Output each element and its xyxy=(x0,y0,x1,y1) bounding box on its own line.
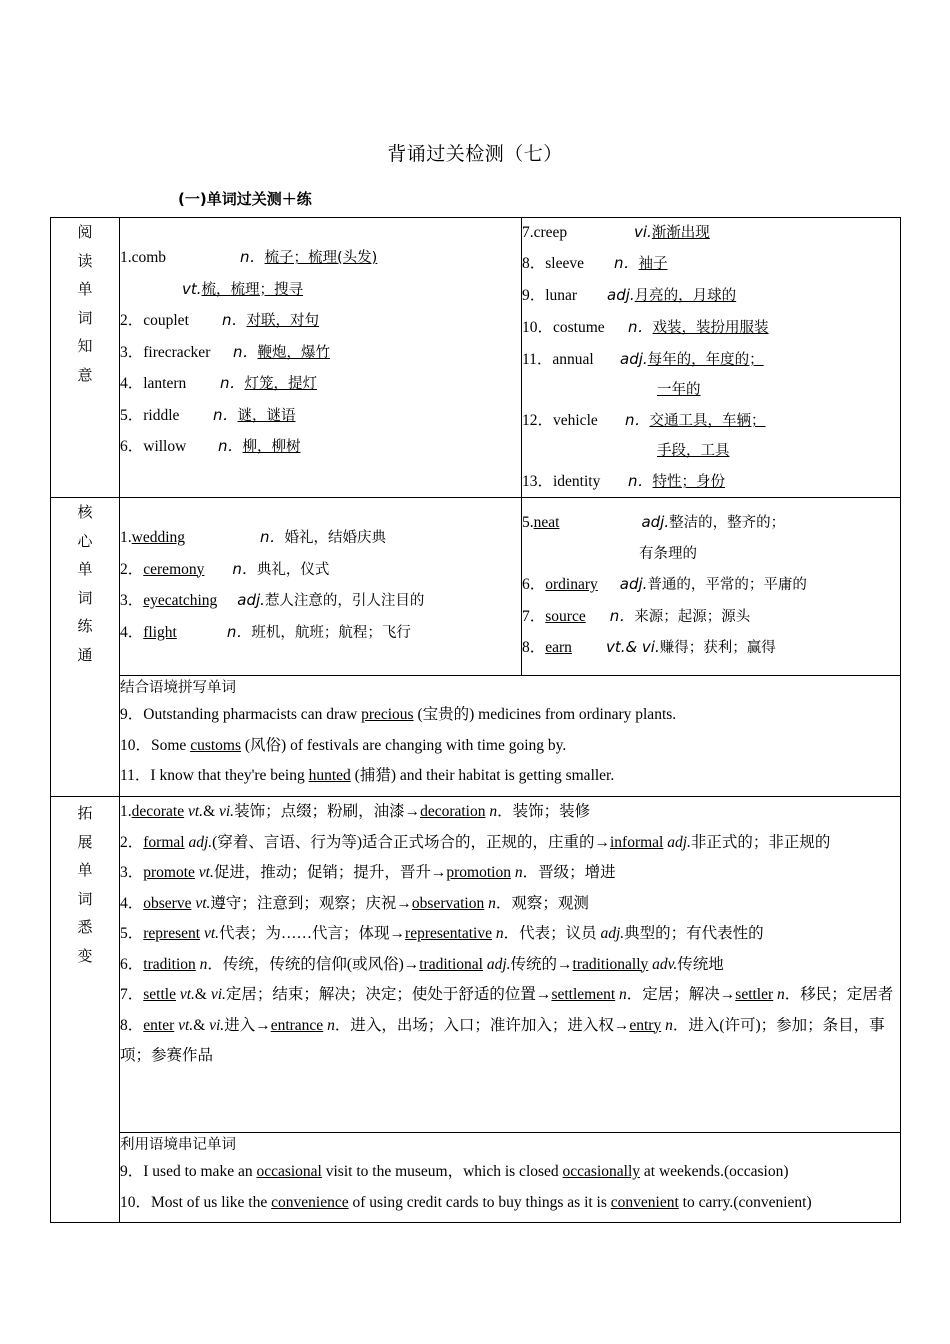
answer-word: traditionally xyxy=(572,955,649,973)
answer-word: decoration xyxy=(420,803,486,820)
list-item: 7．settle vt.& vi.定居；结束；解决；决定；使处于舒适的位置→settlement n．定居；解决→settler n．移民；定居者 xyxy=(120,986,894,1003)
list-item: 2．couplet n．对联，对句 xyxy=(120,311,320,329)
answer-word: represent xyxy=(143,925,201,942)
answer-word: representative xyxy=(405,925,492,942)
extend-word-list xyxy=(120,797,901,1133)
list-item: 有条理的 xyxy=(639,545,697,562)
list-item: 8．earn vt.& vi.赚得；获利；赢得 xyxy=(522,638,776,656)
reading-right-list xyxy=(522,218,901,498)
context-sentence: 11．I know that they're being hunted (捕猎) and their habitat is getting smaller. xyxy=(120,767,615,784)
list-item: 2．formal adj.(穿着、言语、行为等)适合正式场合的，正规的，庄重的→informal adj.非正式的；非正规的 xyxy=(120,833,831,851)
answer-word: convenient xyxy=(610,1193,679,1211)
answer-word: informal xyxy=(609,833,664,851)
list-item: 3．firecracker n．鞭炮，爆竹 xyxy=(120,342,331,361)
list-item: 8．enter vt.& vi.进入→entrance n．进入，出场；入口；准许加入；进入权→entry n．进入(许可)；参加；条目，事项；参赛作品 xyxy=(120,1016,885,1064)
answer-word: traditional xyxy=(419,955,483,973)
answer-word: observe xyxy=(143,894,192,912)
section-label-core: 核 心 单 词 练 通 xyxy=(51,498,120,797)
list-item: 13．identity n．特性；身份 xyxy=(522,472,726,490)
list-item: 一年的 xyxy=(657,382,701,398)
list-item: 6．willow n．柳，柳树 xyxy=(120,437,301,455)
extend-context-block xyxy=(120,1133,901,1223)
answer-word: occasional xyxy=(256,1163,322,1180)
list-item: 6．tradition n．传统，传统的信仰(或风俗)→traditional adj.传统的→traditionally adv.传统地 xyxy=(120,955,724,973)
list-item: 10．costume n．戏装，装扮用服装 xyxy=(522,318,769,336)
vocabulary-table xyxy=(50,217,901,1223)
answer-word: entrance xyxy=(270,1016,324,1034)
section-extend-context-row xyxy=(51,1133,901,1223)
answer-word: settle xyxy=(143,986,176,1003)
page-title: 背诵过关检测（七） xyxy=(387,143,563,165)
list-item: 5．riddle n．谜，谜语 xyxy=(120,405,296,424)
list-item: 4．flight n．班机，航班；航程；飞行 xyxy=(120,622,411,641)
list-item: 1.wedding n．婚礼，结婚庆典 xyxy=(120,528,387,546)
list-item: 6．ordinary adj.普通的，平常的；平庸的 xyxy=(522,575,807,593)
context-sentence: 9．I used to make an occasional visit to the museum，which is closed occasionally at weekends.(occasion) xyxy=(120,1163,789,1180)
context-sentence: 10．Most of us like the convenience of using credit cards to buy things as it is convenient to carry.(convenient) xyxy=(120,1193,812,1211)
list-item: 手段，工具 xyxy=(657,443,730,459)
answer-word: convenience xyxy=(271,1193,349,1211)
section-core-row xyxy=(51,498,901,676)
list-item: 5．represent vt.代表；为……代言；体现→representative n．代表；议员 adj.典型的；有代表性的 xyxy=(120,925,764,942)
list-item: 7．source n．来源；起源；源头 xyxy=(522,606,751,625)
answer-word: enter xyxy=(143,1016,175,1034)
answer-word: decorate xyxy=(131,803,185,820)
section-subtitle: (一)单词过关测＋练 xyxy=(178,190,312,208)
core-context-block xyxy=(120,676,901,797)
list-item: 5.neat adj.整洁的，整齐的； xyxy=(522,513,786,531)
answer-word: settlement xyxy=(551,986,616,1003)
section-label-extend: 拓 展 单 词 悉 变 xyxy=(51,797,120,1223)
section-core-context-row xyxy=(51,676,901,797)
list-item: 9．lunar adj.月亮的，月球的 xyxy=(522,286,737,304)
answer-word: settler xyxy=(735,986,774,1003)
context-sentence: 9．Outstanding pharmacists can draw precious (宝贵的) medicines from ordinary plants. xyxy=(120,706,677,723)
core-right-list xyxy=(522,498,901,676)
list-item: 4．observe vt.遵守；注意到；观察；庆祝→observation n．观察；观测 xyxy=(120,894,589,912)
list-item: 8．sleeve n．袖子 xyxy=(522,254,668,272)
context-sentence: 10．Some customs (风俗) of festivals are changing with time going by. xyxy=(120,736,567,754)
section-reading-row xyxy=(51,218,901,498)
answer-word: entry xyxy=(629,1016,662,1034)
list-item: 11．annual adj.每年的，年度的； xyxy=(522,350,764,368)
answer-word: promote xyxy=(143,864,195,881)
answer-word: formal xyxy=(143,833,185,851)
list-item: 1.comb n．梳子；梳理(头发) xyxy=(120,248,378,266)
list-item: 12．vehicle n．交通工具，车辆； xyxy=(522,411,766,429)
context-heading: 结合语境拼写单词 xyxy=(120,680,236,696)
list-item: 3．eyecatching adj.惹人注意的，引人注目的 xyxy=(120,591,425,609)
list-item: 3．promote vt.促进，推动；促销；提升，晋升→promotion n．晋级；增进 xyxy=(120,864,616,881)
answer-word: promotion xyxy=(446,864,511,881)
answer-word: occasionally xyxy=(562,1163,641,1180)
list-item: 7.creep vi.渐渐出现 xyxy=(522,223,710,241)
answer-word: tradition xyxy=(143,955,196,973)
list-item: 4．lantern n．灯笼，提灯 xyxy=(120,374,318,392)
list-item: 2．ceremony n．典礼，仪式 xyxy=(120,559,330,578)
section-extend-row xyxy=(51,797,901,1133)
core-left-list xyxy=(120,498,522,676)
section-label-reading: 阅 读 单 词 知 意 xyxy=(51,218,120,498)
context-heading: 利用语境串记单词 xyxy=(120,1137,236,1153)
list-item: vt.梳，梳理；搜寻 xyxy=(182,279,304,298)
list-item: 1.decorate vt.& vi.装饰；点缀；粉刷，油漆→decoration n．装饰；装修 xyxy=(120,803,591,820)
reading-left-list xyxy=(120,218,522,498)
answer-word: observation xyxy=(411,894,485,912)
